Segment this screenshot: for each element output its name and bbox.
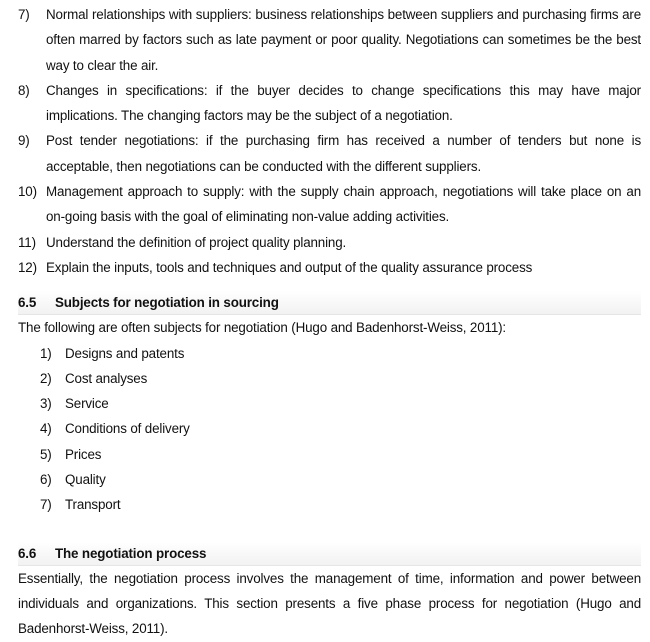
list-item-number: 8) [18, 82, 30, 98]
list-item [40, 492, 641, 517]
list-item-number: 5) [40, 446, 52, 462]
section-heading-6-5 [18, 291, 641, 315]
list-item [18, 179, 641, 230]
list-item [40, 366, 641, 391]
section-heading-6-6 [18, 542, 641, 566]
list-item [40, 341, 641, 366]
list-item-text: Post tender negotiations: if the purchasing firm has received a number of tenders but none is acceptable, then negotiations can be conducted with the different suppliers. [46, 133, 641, 174]
list-item-number: 9) [18, 133, 30, 149]
list-item-text: Prices [65, 446, 102, 462]
list-item [40, 416, 641, 441]
list-item [18, 255, 641, 280]
negotiation-subjects-list [18, 341, 641, 518]
section-title: The negotiation process [55, 545, 207, 561]
list-item-text: Transport [65, 497, 121, 513]
list-item-number: 12) [18, 259, 37, 275]
list-item-text: Understand the definition of project quality planning. [46, 234, 347, 250]
list-item-number: 6) [40, 472, 52, 488]
list-item-text: Service [65, 396, 109, 412]
list-item-text: Management approach to supply: with the supply chain approach, negotiations will take place on an on-going basis with the goal of eliminating non-value adding activities. [46, 184, 641, 225]
list-item-text: Normal relationships with suppliers: business relationships between suppliers and purchasing firms are often marred by factors such as late payment or poor quality. Negotiations can sometimes be the best way to clear the air. [46, 7, 641, 73]
section-number: 6.6 [18, 545, 37, 561]
list-item [40, 391, 641, 416]
list-item [18, 78, 641, 129]
list-item-number: 4) [40, 421, 52, 437]
list-item-number: 11) [18, 234, 36, 250]
numbered-list-continued [18, 0, 641, 280]
section-intro: The following are often subjects for negotiation (Hugo and Badenhorst-Weiss, 2011): [18, 320, 507, 336]
section-paragraph: Essentially, the negotiation process involves the management of time, information and power between individuals and organizations. This section presents a five phase process for negotiation (Hugo and Badenhorst-Weiss, 2011). [18, 570, 641, 637]
list-item-number: 1) [40, 345, 52, 361]
list-item-text: Conditions of delivery [65, 421, 190, 437]
list-item [40, 467, 641, 492]
list-item [18, 128, 641, 179]
list-item [40, 442, 641, 467]
section-title: Subjects for negotiation in sourcing [55, 295, 279, 311]
list-item-number: 3) [40, 396, 52, 412]
list-item-text: Explain the inputs, tools and techniques and output of the quality assurance process [46, 259, 533, 275]
list-item-number: 7) [18, 7, 30, 22]
list-item-number: 10) [18, 184, 37, 200]
section-number: 6.5 [18, 295, 37, 311]
list-item-text: Designs and patents [65, 345, 185, 361]
list-item [18, 230, 641, 255]
list-item [18, 2, 641, 78]
list-item-text: Quality [65, 472, 106, 488]
list-item-text: Cost analyses [65, 370, 148, 386]
list-item-number: 2) [40, 370, 52, 386]
list-item-number: 7) [40, 497, 52, 513]
list-item-text: Changes in specifications: if the buyer decides to change specifications this may have major implications. The changing factors may be the subject of a negotiation. [46, 82, 641, 124]
